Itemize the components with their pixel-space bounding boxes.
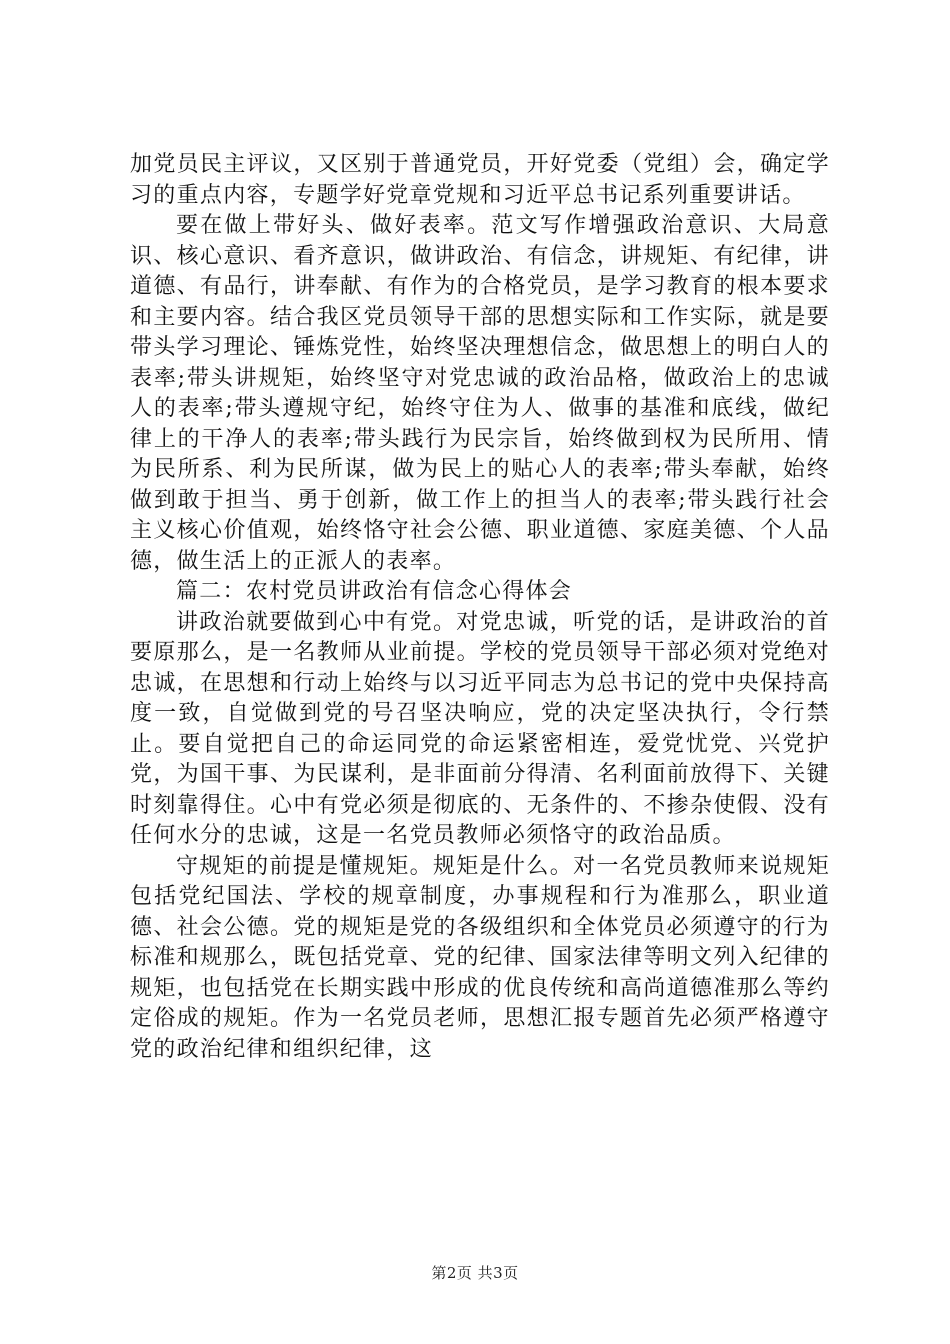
document-body xyxy=(130,150,830,1065)
paragraph-continuation: 加党员民主评议，又区别于普通党员，开好党委（党组）会，确定学习的重点内容，专题学好党章党规和习近平总书记系列重要讲话。 xyxy=(130,152,830,208)
section-heading: 篇二：农村党员讲政治有信念心得体会 xyxy=(176,579,573,604)
paragraph-loyalty: 讲政治就要做到心中有党。对党忠诚，听党的话，是讲政治的首要原那么，是一名教师从业前提。学校的党员领导干部必须对党绝对忠诚，在思想和行动上始终与以习近平同志为总书记的党中央保持高度一致，自觉做到党的号召坚决响应，党的决定坚决执行，令行禁止。要自觉把自己的命运同党的命运紧密相连，爱党忧党、兴党护党，为国干事、为民谋利，是非面前分得清、名利面前放得下、关键时刻靠得住。心中有党必须是彻底的、无条件的、不掺杂使假、没有任何水分的忠诚，这是一名党员教师必须恪守的政治品质。 xyxy=(130,609,830,848)
paragraph-rules: 守规矩的前提是懂规矩。规矩是什么。对一名党员教师来说规矩包括党纪国法、学校的规章制度，办事规程和行为准那么，职业道德、社会公德。党的规矩是党的各级组织和全体党员必须遵守的行为标准和规那么，既包括党章、党的纪律、国家法律等明文列入纪律的规矩，也包括党在长期实践中形成的优良传统和高尚道德准那么等约定俗成的规矩。作为一名党员老师，思想汇报专题首先必须严格遵守党的政治纪律和组织纪律，这 xyxy=(130,853,830,1062)
page-number-footer: 第2页 共3页 xyxy=(431,1264,519,1282)
paragraph-exemplary-role: 要在做上带好头、做好表率。范文写作增强政治意识、大局意识、核心意识、看齐意识，做讲政治、有信念，讲规矩、有纪律，讲道德、有品行，讲奉献、有作为的合格党员，是学习教育的根本要求和主要内容。结合我区党员领导干部的思想实际和工作实际，就是要带头学习理论、锤炼党性，始终坚决理想信念，做思想上的明白人的表率;带头讲规矩，始终坚守对党忠诚的政治品格，做政治上的忠诚人的表率;带头遵规守纪，始终守住为人、做事的基准和底线，做纪律上的干净人的表率;带头践行为民宗旨，始终做到权为民所用、情为民所系、利为民所谋，做为民上的贴心人的表率;带头奉献，始终做到敢于担当、勇于创新，做工作上的担当人的表率;带头践行社会主义核心价值观，始终恪守社会公德、职业道德、家庭美德、个人品德，做生活上的正派人的表率。 xyxy=(130,213,830,574)
